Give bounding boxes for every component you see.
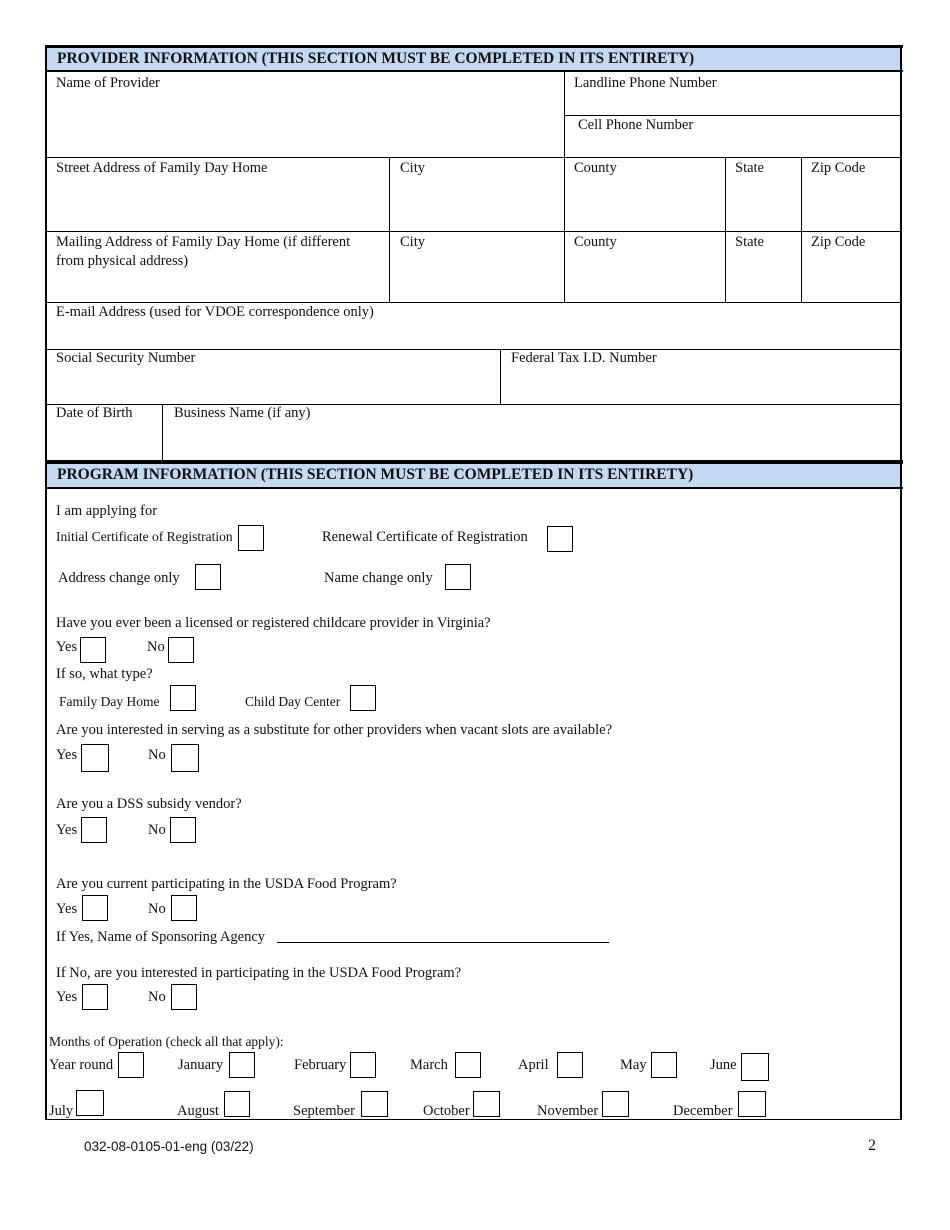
family-day-home-label: Family Day Home [59,694,160,709]
licensed-no-checkbox[interactable] [168,637,194,663]
month-checkbox-april[interactable] [557,1052,583,1078]
zip-code-label: Zip Code [811,160,866,176]
licensed-question: Have you ever been a licensed or registered childcare provider in Virginia? [56,615,491,631]
county-label: County [574,160,617,176]
email-label: E-mail Address (used for VDOE correspondence only) [56,304,374,320]
divider [162,404,163,461]
month-label-april: April [518,1057,549,1073]
month-checkbox-november[interactable] [602,1091,629,1117]
dss-yes-checkbox[interactable] [81,817,107,843]
month-label-may: May [620,1057,647,1073]
divider [900,45,902,463]
divider [900,460,902,1120]
month-checkbox-may[interactable] [651,1052,677,1078]
sponsoring-agency-label: If Yes, Name of Sponsoring Agency [56,929,266,945]
substitute-yes-checkbox[interactable] [81,744,109,772]
month-label-july: July [49,1103,74,1119]
child-day-center-label: Child Day Center [245,694,341,709]
usda-interested-yes-checkbox[interactable] [82,984,108,1010]
divider [45,487,903,489]
mailing-address-label: Mailing Address of Family Day Home (if different [56,234,351,250]
mailing-address-label-line2: from physical address) [56,253,189,269]
dob-label: Date of Birth [56,405,133,421]
months-of-operation-label: Months of Operation (check all that apply): [49,1034,284,1049]
divider [801,157,802,302]
divider [500,349,501,404]
divider [46,302,901,303]
address-change-checkbox[interactable] [195,564,221,590]
licensed-yes-label: Yes [56,639,78,655]
state-label: State [735,160,764,176]
renewal-certificate-label: Renewal Certificate of Registration [322,529,528,545]
program-section-header: PROGRAM INFORMATION (THIS SECTION MUST BE COMPLETED IN ITS ENTIRETY) [47,464,901,487]
initial-certificate-checkbox[interactable] [238,525,264,551]
substitute-no-checkbox[interactable] [171,744,199,772]
usda-interested-yes-label: Yes [56,989,78,1005]
name-change-label: Name change only [324,570,433,586]
month-label-january: January [178,1057,224,1073]
month-checkbox-december[interactable] [738,1091,766,1117]
month-label-june: June [710,1057,737,1073]
street-address-label: Street Address of Family Day Home [56,160,268,176]
provider-section-header: PROVIDER INFORMATION (THIS SECTION MUST BE COMPLETED IN ITS ENTIRETY) [47,48,901,70]
if-so-type-label: If so, what type? [56,666,153,682]
month-checkbox-july[interactable] [76,1090,104,1116]
divider [725,157,726,302]
month-label-november: November [537,1103,599,1119]
licensed-no-label: No [147,639,165,655]
usda-current-no-checkbox[interactable] [171,895,197,921]
month-label-february: February [294,1057,347,1073]
federal-tax-id-label: Federal Tax I.D. Number [511,350,657,366]
mailing-state-label: State [735,234,764,250]
name-change-checkbox[interactable] [445,564,471,590]
month-checkbox-march[interactable] [455,1052,481,1078]
usda-interested-no-label: No [148,989,166,1005]
provider-section [0,0,950,470]
substitute-question: Are you interested in serving as a substitute for other providers when vacant slots are available? [56,722,613,738]
form-number: 032-08-0105-01-eng (03/22) [84,1139,254,1154]
divider [565,115,901,116]
dss-no-label: No [148,822,166,838]
month-checkbox-october[interactable] [473,1091,500,1117]
divider [45,45,47,463]
usda-interested-question: If No, are you interested in participating in the USDA Food Program? [56,965,462,981]
sponsoring-agency-input[interactable] [277,942,609,943]
month-checkbox-year-round[interactable] [118,1052,144,1078]
month-label-year-round: Year round [49,1057,114,1073]
cell-phone-label: Cell Phone Number [578,117,694,133]
city-label: City [400,160,425,176]
divider [389,157,390,302]
ssn-label: Social Security Number [56,350,196,366]
usda-current-question: Are you current participating in the USDA Food Program? [56,876,397,892]
divider [45,1119,902,1120]
family-day-home-checkbox[interactable] [170,685,196,711]
month-checkbox-june[interactable] [741,1053,769,1081]
divider [45,70,903,72]
dss-yes-label: Yes [56,822,78,838]
month-checkbox-february[interactable] [350,1052,376,1078]
dss-no-checkbox[interactable] [170,817,196,843]
mailing-city-label: City [400,234,425,250]
business-name-label: Business Name (if any) [174,405,311,421]
month-label-march: March [410,1057,448,1073]
usda-interested-no-checkbox[interactable] [171,984,197,1010]
month-checkbox-january[interactable] [229,1052,255,1078]
month-checkbox-september[interactable] [361,1091,388,1117]
renewal-certificate-checkbox[interactable] [547,526,573,552]
mailing-zip-code-label: Zip Code [811,234,866,250]
substitute-no-label: No [148,747,166,763]
usda-current-yes-checkbox[interactable] [82,895,108,921]
divider [564,72,565,302]
mailing-county-label: County [574,234,617,250]
applying-for-label: I am applying for [56,503,158,519]
substitute-yes-label: Yes [56,747,78,763]
divider [46,231,901,232]
month-checkbox-august[interactable] [224,1091,250,1117]
initial-certificate-label: Initial Certificate of Registration [56,529,233,544]
landline-phone-label: Landline Phone Number [574,75,717,91]
address-change-label: Address change only [58,570,180,586]
month-label-september: September [293,1103,356,1119]
divider [45,460,47,1120]
month-label-october: October [423,1103,470,1119]
name-of-provider-label: Name of Provider [56,75,160,91]
divider [46,157,901,158]
usda-current-yes-label: Yes [56,901,78,917]
licensed-yes-checkbox[interactable] [80,637,106,663]
usda-current-no-label: No [148,901,166,917]
page-number: 2 [868,1137,876,1154]
dss-question: Are you a DSS subsidy vendor? [56,796,242,812]
month-label-august: August [177,1103,219,1119]
child-day-center-checkbox[interactable] [350,685,376,711]
month-label-december: December [673,1103,733,1119]
